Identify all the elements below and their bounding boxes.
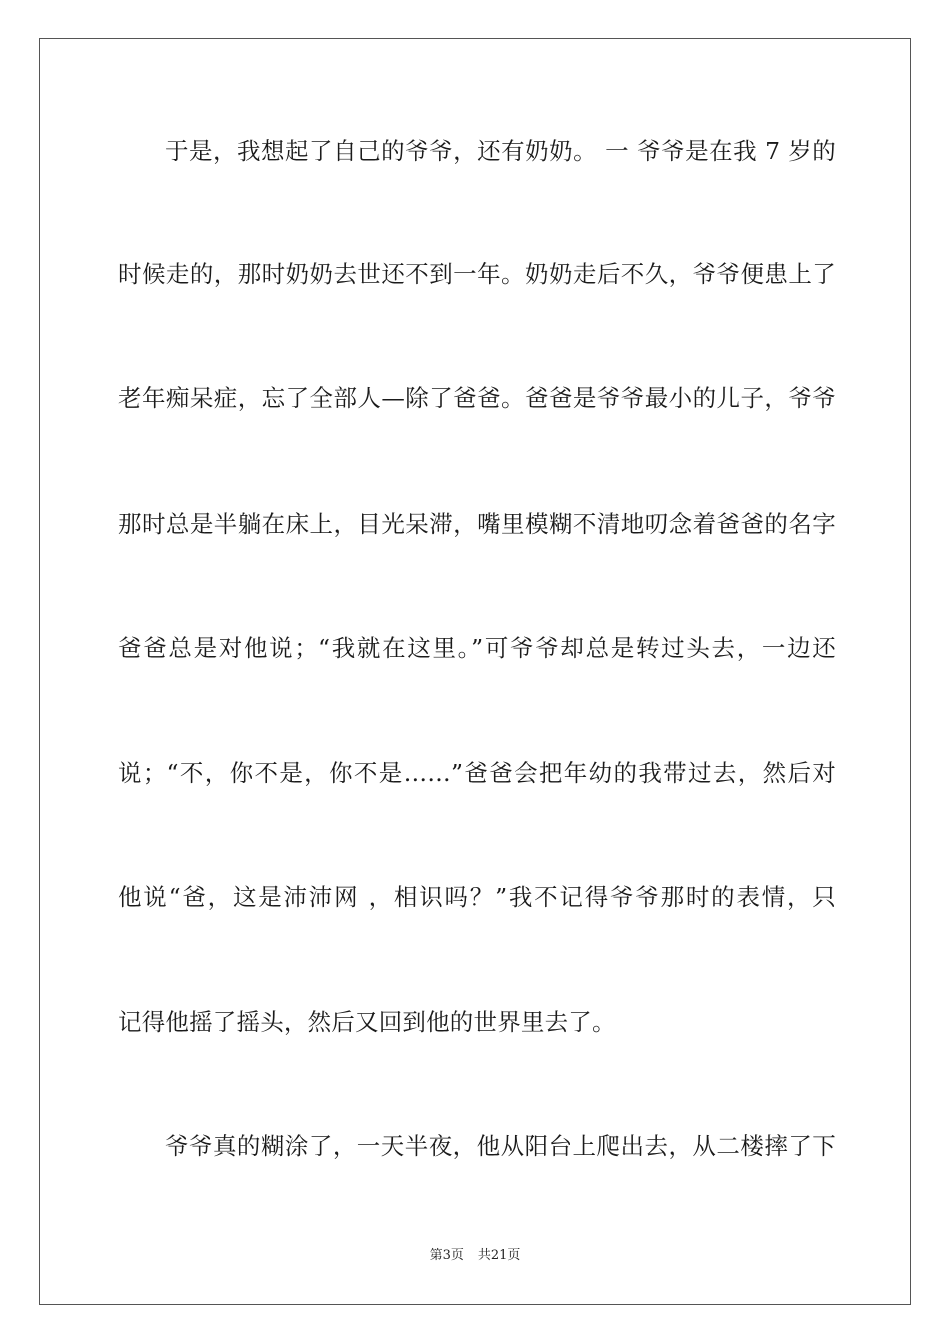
page-footer bbox=[0, 1247, 950, 1265]
text-line-8: 记得他摇了摇头，然后又回到他的世界里去了。 bbox=[118, 1008, 616, 1036]
text-line-7: 他说“爸，这是沛沛网 ，相识吗？”我不记得爷爷那时的表情，只 bbox=[118, 883, 836, 911]
text-line-3: 老年痴呆症，忘了全部人—除了爸爸。爸爸是爷爷最小的儿子，爷爷 bbox=[118, 384, 836, 412]
page-border bbox=[39, 38, 911, 1305]
text-line-2: 时候走的，那时奶奶去世还不到一年。奶奶走后不久，爷爷便患上了 bbox=[118, 260, 836, 288]
text-line-9: 爷爷真的糊涂了，一天半夜，他从阳台上爬出去，从二楼摔了下 bbox=[165, 1132, 836, 1160]
page-number-total: 共21页 bbox=[477, 1248, 521, 1263]
text-line-1: 于是，我想起了自己的爷爷，还有奶奶。 一 爷爷是在我 7 岁的 bbox=[165, 137, 836, 165]
page-number-current: 第3页 bbox=[429, 1248, 464, 1263]
text-line-4: 那时总是半躺在床上，目光呆滞，嘴里模糊不清地叨念着爸爸的名字 bbox=[118, 510, 836, 538]
text-line-5: 爸爸总是对他说；“我就在这里。”可爷爷却总是转过头去，一边还 bbox=[118, 634, 836, 662]
text-line-6: 说；“不，你不是，你不是……”爸爸会把年幼的我带过去，然后对 bbox=[118, 759, 836, 787]
